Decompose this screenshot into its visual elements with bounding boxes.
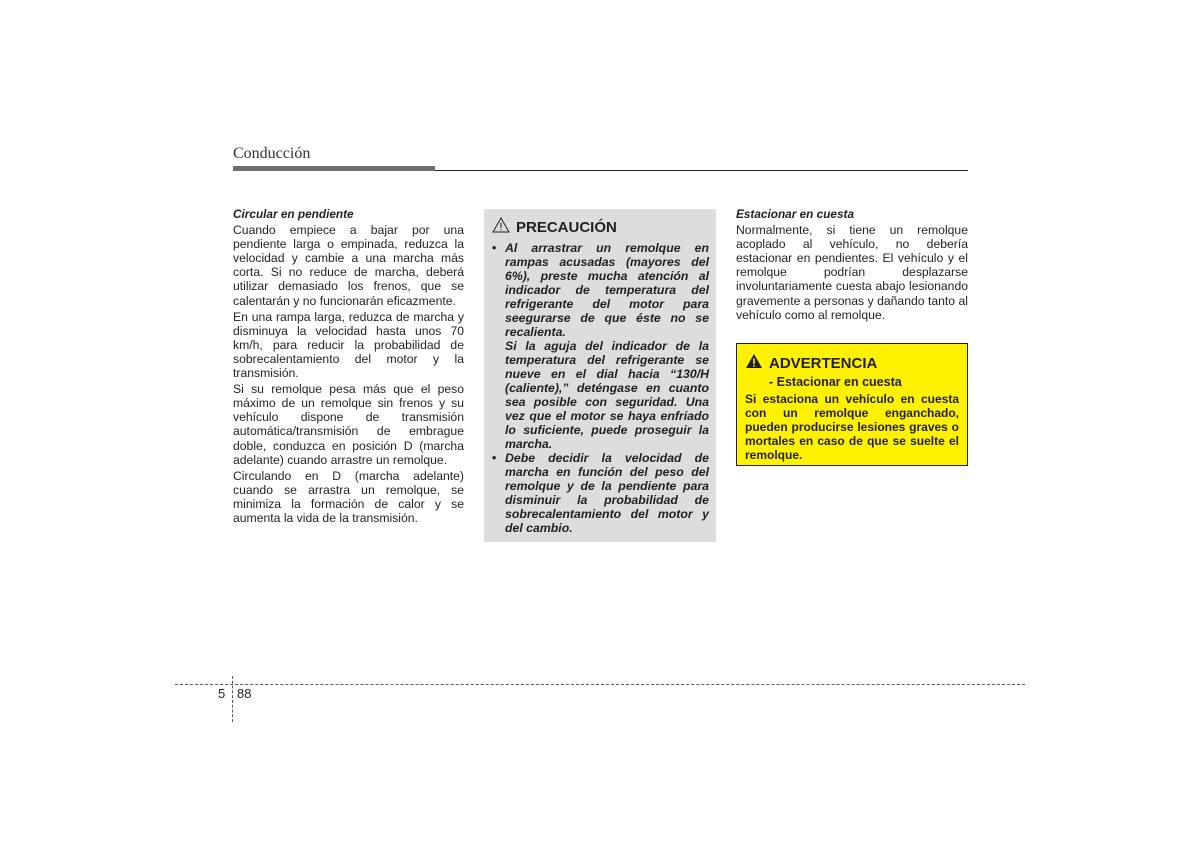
warning-subtitle: - Estacionar en cuesta (769, 375, 902, 389)
page-title: Conducción (233, 145, 311, 162)
chapter-number: 5 (218, 686, 226, 701)
paragraph: Circulando en D (marcha adelante) cuando se arrastra un remolque, se minimiza la formación de calor y se aumenta la vida de la transmisión. (233, 468, 464, 525)
section-heading-parking: Estacionar en cuesta (736, 207, 855, 221)
list-item (492, 241, 709, 451)
paragraph: En una rampa larga, reduzca de marcha y disminuya la velocidad hasta unos 70 km/h, para reducir la probabilidad de sobrecalentamiento del motor y la transmisión. (233, 309, 464, 381)
header-rule-thick (233, 166, 435, 171)
list-item (492, 451, 709, 535)
paragraph: Cuando empiece a bajar por una pendiente larga o empinada, reduzca la velocidad y cambie a una marcha más corta. Si no reduce de marcha, deberá utilizar demasiado los frenos, que se calentarán y no funcionarán eficazmente. (233, 223, 464, 308)
page-number: 88 (237, 686, 252, 701)
header-rule-thin (435, 170, 968, 171)
bullet: • (492, 451, 497, 465)
warning-triangle-icon (745, 353, 763, 374)
right-column (736, 207, 968, 324)
caution-triangle-icon (492, 217, 510, 238)
warning-header (745, 353, 959, 374)
bullet: • (492, 241, 497, 255)
caution-text: Si la aguja del indicador de la temperatura del refrigerante se nueve en el dial hacia “130/H (caliente),” deténgase en cuanto sea posible con seguridad. Una vez que el motor se haya enfriado lo suficiente, puede proseguir la marcha. (505, 339, 709, 451)
paragraph: Si su remolque pesa más que el peso máximo de un remolque sin frenos y su vehículo dispone de transmisión automática/transmisión de embrague doble, conduzca en posición D (marcha adelante) cuando arrastre un remolque. (233, 382, 464, 467)
footer-dashed-rule (175, 684, 1025, 685)
paragraph: Normalmente, si tiene un remolque acoplado al vehículo, no debería estacionar en pendientes. El vehículo y el remolque podrían desplazarse involuntariamente cuesta abajo lesionando gravemente a personas y dañando tanto al vehículo como al remolque. (736, 223, 968, 322)
caution-text: Al arrastrar un remolque en rampas acusadas (mayores del 6%), preste mucha atención al indicador de temperatura del refrigerante del motor para seegurarse de que éste no se recalienta. (505, 241, 709, 339)
caution-header (492, 217, 709, 238)
left-column (233, 207, 464, 527)
caution-box (484, 209, 716, 542)
warning-box (736, 343, 968, 466)
footer-dashed-divider (232, 676, 233, 722)
caution-text: Debe decidir la velocidad de marcha en función del peso del remolque y de la pendiente para disminuir la probabilidad de sobrecalentamiento del motor y del cambio. (505, 451, 709, 535)
warning-text: Si estaciona un vehículo en cuesta con un remolque enganchado, pueden producirse lesiones graves o mortales en caso de que se suelte el remolque. (745, 392, 959, 462)
caution-title: PRECAUCIÓN (516, 219, 617, 236)
warning-title: ADVERTENCIA (769, 355, 878, 372)
section-heading-slope: Circular en pendiente (233, 207, 354, 221)
caution-body (492, 241, 709, 535)
